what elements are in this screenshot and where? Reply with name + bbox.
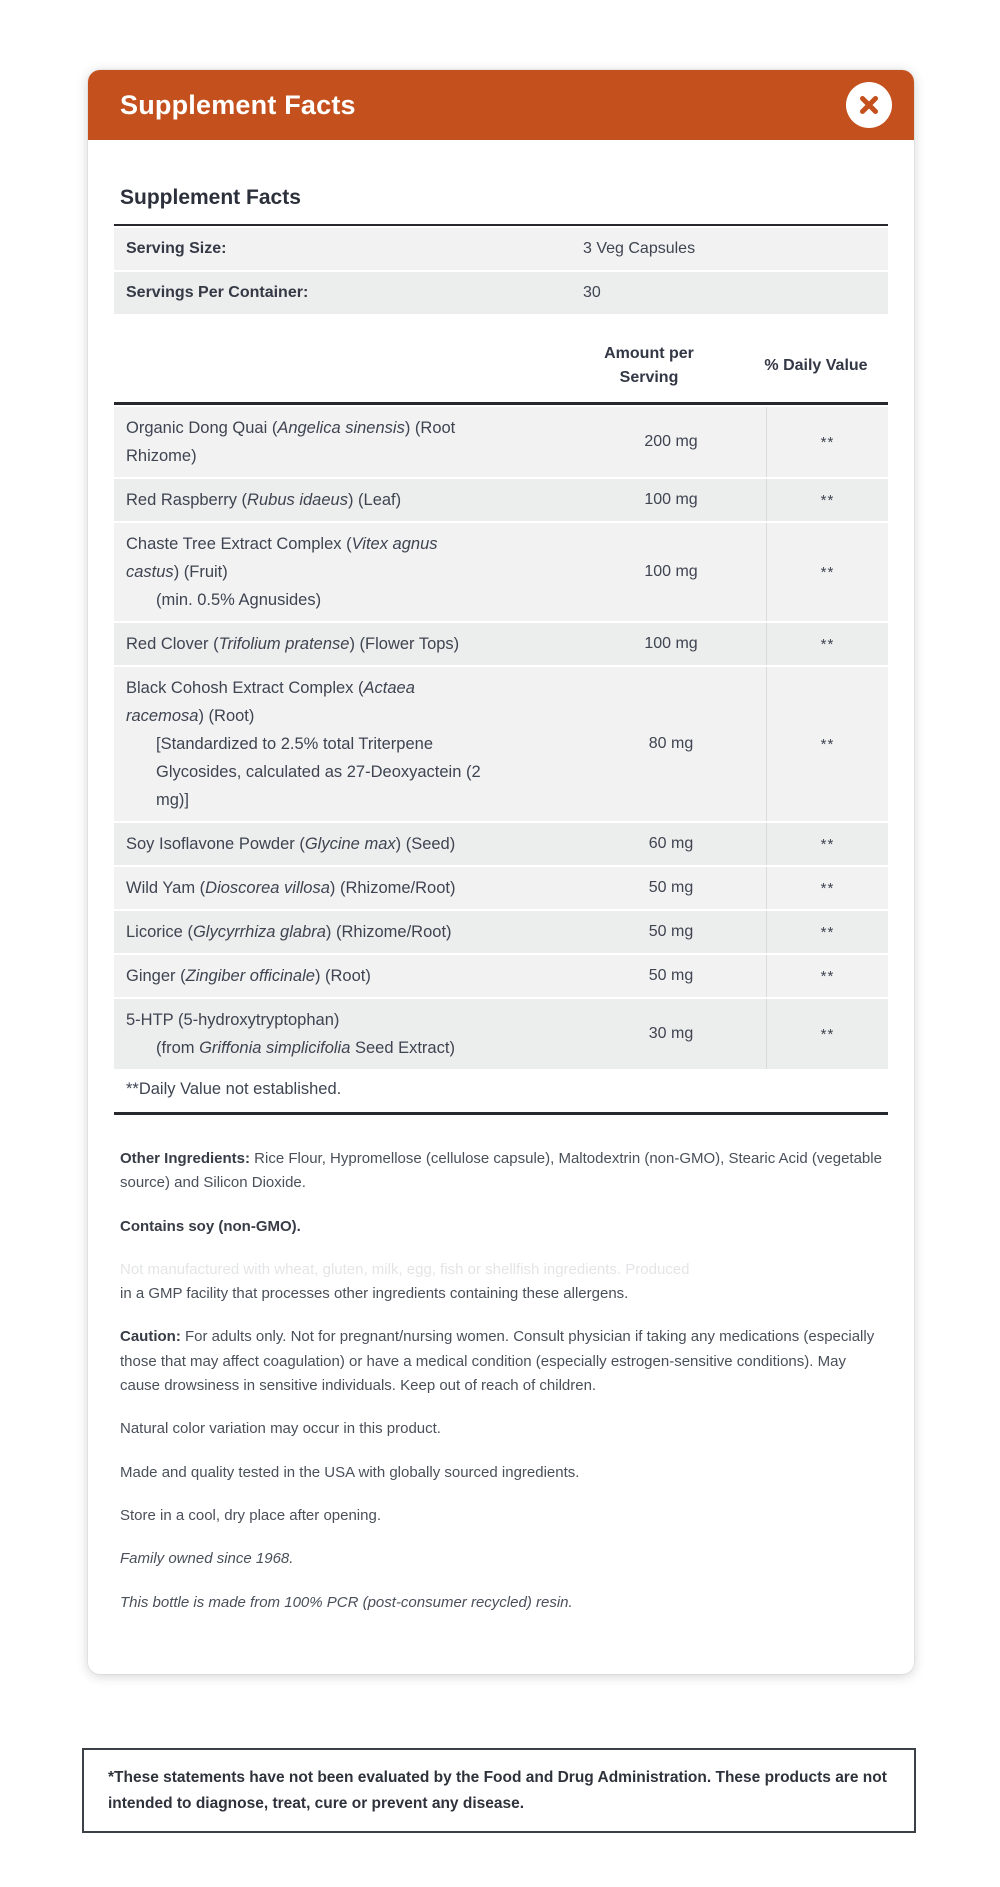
ingredient-amount: 30 mg [648,1025,694,1042]
serving-row [114,272,888,314]
ingredient-daily-value: ** [766,955,888,997]
info-paragraph [120,1547,882,1571]
ingredient-name: Wild Yam (Dioscorea villosa) (Rhizome/Root) [126,879,456,897]
ingredient-amount: 50 mg [648,967,694,984]
ingredient-name: Ginger (Zingiber officinale) (Root) [126,967,371,985]
info-paragraph [120,1258,882,1307]
table-row [114,667,888,821]
ingredient-daily-value: ** [766,823,888,865]
ingredient-name: Red Clover (Trifolium pratense) (Flower Tops) [126,635,460,653]
table-row [114,623,888,665]
ingredient-amount: 50 mg [648,879,694,896]
paragraph-text: Store in a cool, dry place after opening. [120,1506,381,1524]
ingredient-amount: 100 mg [644,635,698,652]
paragraph-bold-prefix: Other Ingredients: [120,1150,251,1167]
ingredient-name: 5-HTP (5-hydroxytryptophan) (from Griffonia simplicifolia Seed Extract) [126,1011,455,1057]
dialog-header [88,70,914,140]
paragraph-text: Made and quality tested in the USA with globally sourced ingredients. [120,1463,580,1481]
info-paragraph [120,1215,882,1239]
serving-row [114,228,888,270]
ingredient-daily-value: ** [766,867,888,909]
ingredient-daily-value: ** [766,623,888,665]
ingredient-daily-value: ** [766,523,888,621]
paragraph-text: This bottle is made from 100% PCR (post-consumer recycled) resin. [120,1593,573,1611]
info-paragraph [120,1417,882,1441]
info-paragraph [120,1591,882,1615]
table-row [114,479,888,521]
ingredient-daily-value: ** [766,911,888,953]
ingredient-amount: 100 mg [644,491,698,508]
ingredient-name: Soy Isoflavone Powder (Glycine max) (Seed) [126,835,456,853]
daily-value-footnote: **Daily Value not established. [114,1069,888,1115]
fda-disclaimer-box [82,1748,916,1833]
close-button[interactable] [846,82,892,128]
dialog-body [88,140,914,1674]
ingredient-name: Chaste Tree Extract Complex (Vitex agnus castus) (Fruit) (min. 0.5% Agnusides) [126,535,438,609]
table-row [114,823,888,865]
serving-label: Servings Per Container: [126,284,309,301]
paragraph-text: Family owned since 1968. [120,1550,294,1568]
fda-disclaimer-text: *These statements have not been evaluated by the Food and Drug Administration. These products are not intended to diagnose, treat, cure or prevent any disease. [108,1769,887,1812]
column-header-amount: Amount per Serving [604,345,694,386]
ingredient-amount: 200 mg [644,433,698,450]
ingredient-daily-value: ** [766,667,888,821]
ingredient-name: Red Raspberry (Rubus idaeus) (Leaf) [126,491,402,509]
close-icon [858,94,880,116]
serving-label: Serving Size: [126,240,227,257]
ingredient-daily-value: ** [766,407,888,477]
ingredient-name: Licorice (Glycyrrhiza glabra) (Rhizome/Root) [126,923,452,941]
faded-allergen-line: Not manufactured with wheat, gluten, milk, egg, fish or shellfish ingredients. Produced [120,1260,690,1278]
ingredient-amount: 60 mg [648,835,694,852]
info-paragraph [120,1147,882,1196]
ingredient-amount: 80 mg [648,735,694,752]
info-paragraph [120,1461,882,1485]
paragraph-text: in a GMP facility that processes other ingredients containing these allergens. [120,1285,629,1303]
paragraph-text: For adults only. Not for pregnant/nursing women. Consult physician if taking any medications (especially those that may affect coagulation) or have a medical condition (especially estrogen-sensitive conditions). May cause drowsiness in sensitive individuals. Keep out of reach of children. [120,1328,875,1395]
serving-value: 30 [583,284,601,301]
table-row [114,999,888,1069]
panel-title: Supplement Facts [120,186,301,209]
ingredient-name: Organic Dong Quai (Angelica sinensis) (Root Rhizome) [126,419,456,465]
table-column-headers [114,336,888,405]
column-header-daily-value: % Daily Value [764,357,868,374]
paragraph-bold-prefix: Caution: [120,1328,181,1346]
table-row [114,955,888,997]
serving-value: 3 Veg Capsules [583,240,696,257]
paragraph-text: Rice Flour, Hypromellose (cellulose capsule), Maltodextrin (non-GMO), Stearic Acid (vegetable source) and Silicon Dioxide. [120,1150,882,1192]
info-paragraph [120,1504,882,1528]
ingredient-daily-value: ** [766,999,888,1069]
serving-info-table [114,224,888,314]
ingredient-amount: 100 mg [644,563,698,580]
dialog-title: Supplement Facts [120,89,356,120]
ingredient-name: Black Cohosh Extract Complex (Actaea racemosa) (Root) [Standardized to 2.5% total Triterpene Glycosides, calculated as 27-Deoxyactein (2 mg)] [126,679,481,809]
supplement-facts-dialog [88,70,914,1674]
paragraph-bold-prefix: Contains soy (non-GMO). [120,1217,301,1235]
info-paragraph [120,1325,882,1398]
info-paragraphs [114,1147,888,1615]
table-row [114,523,888,621]
table-row [114,407,888,477]
table-row [114,911,888,953]
ingredients-table [114,407,888,1069]
ingredient-daily-value: ** [766,479,888,521]
table-row [114,867,888,909]
paragraph-text: Natural color variation may occur in this product. [120,1420,441,1438]
ingredient-amount: 50 mg [648,923,694,940]
